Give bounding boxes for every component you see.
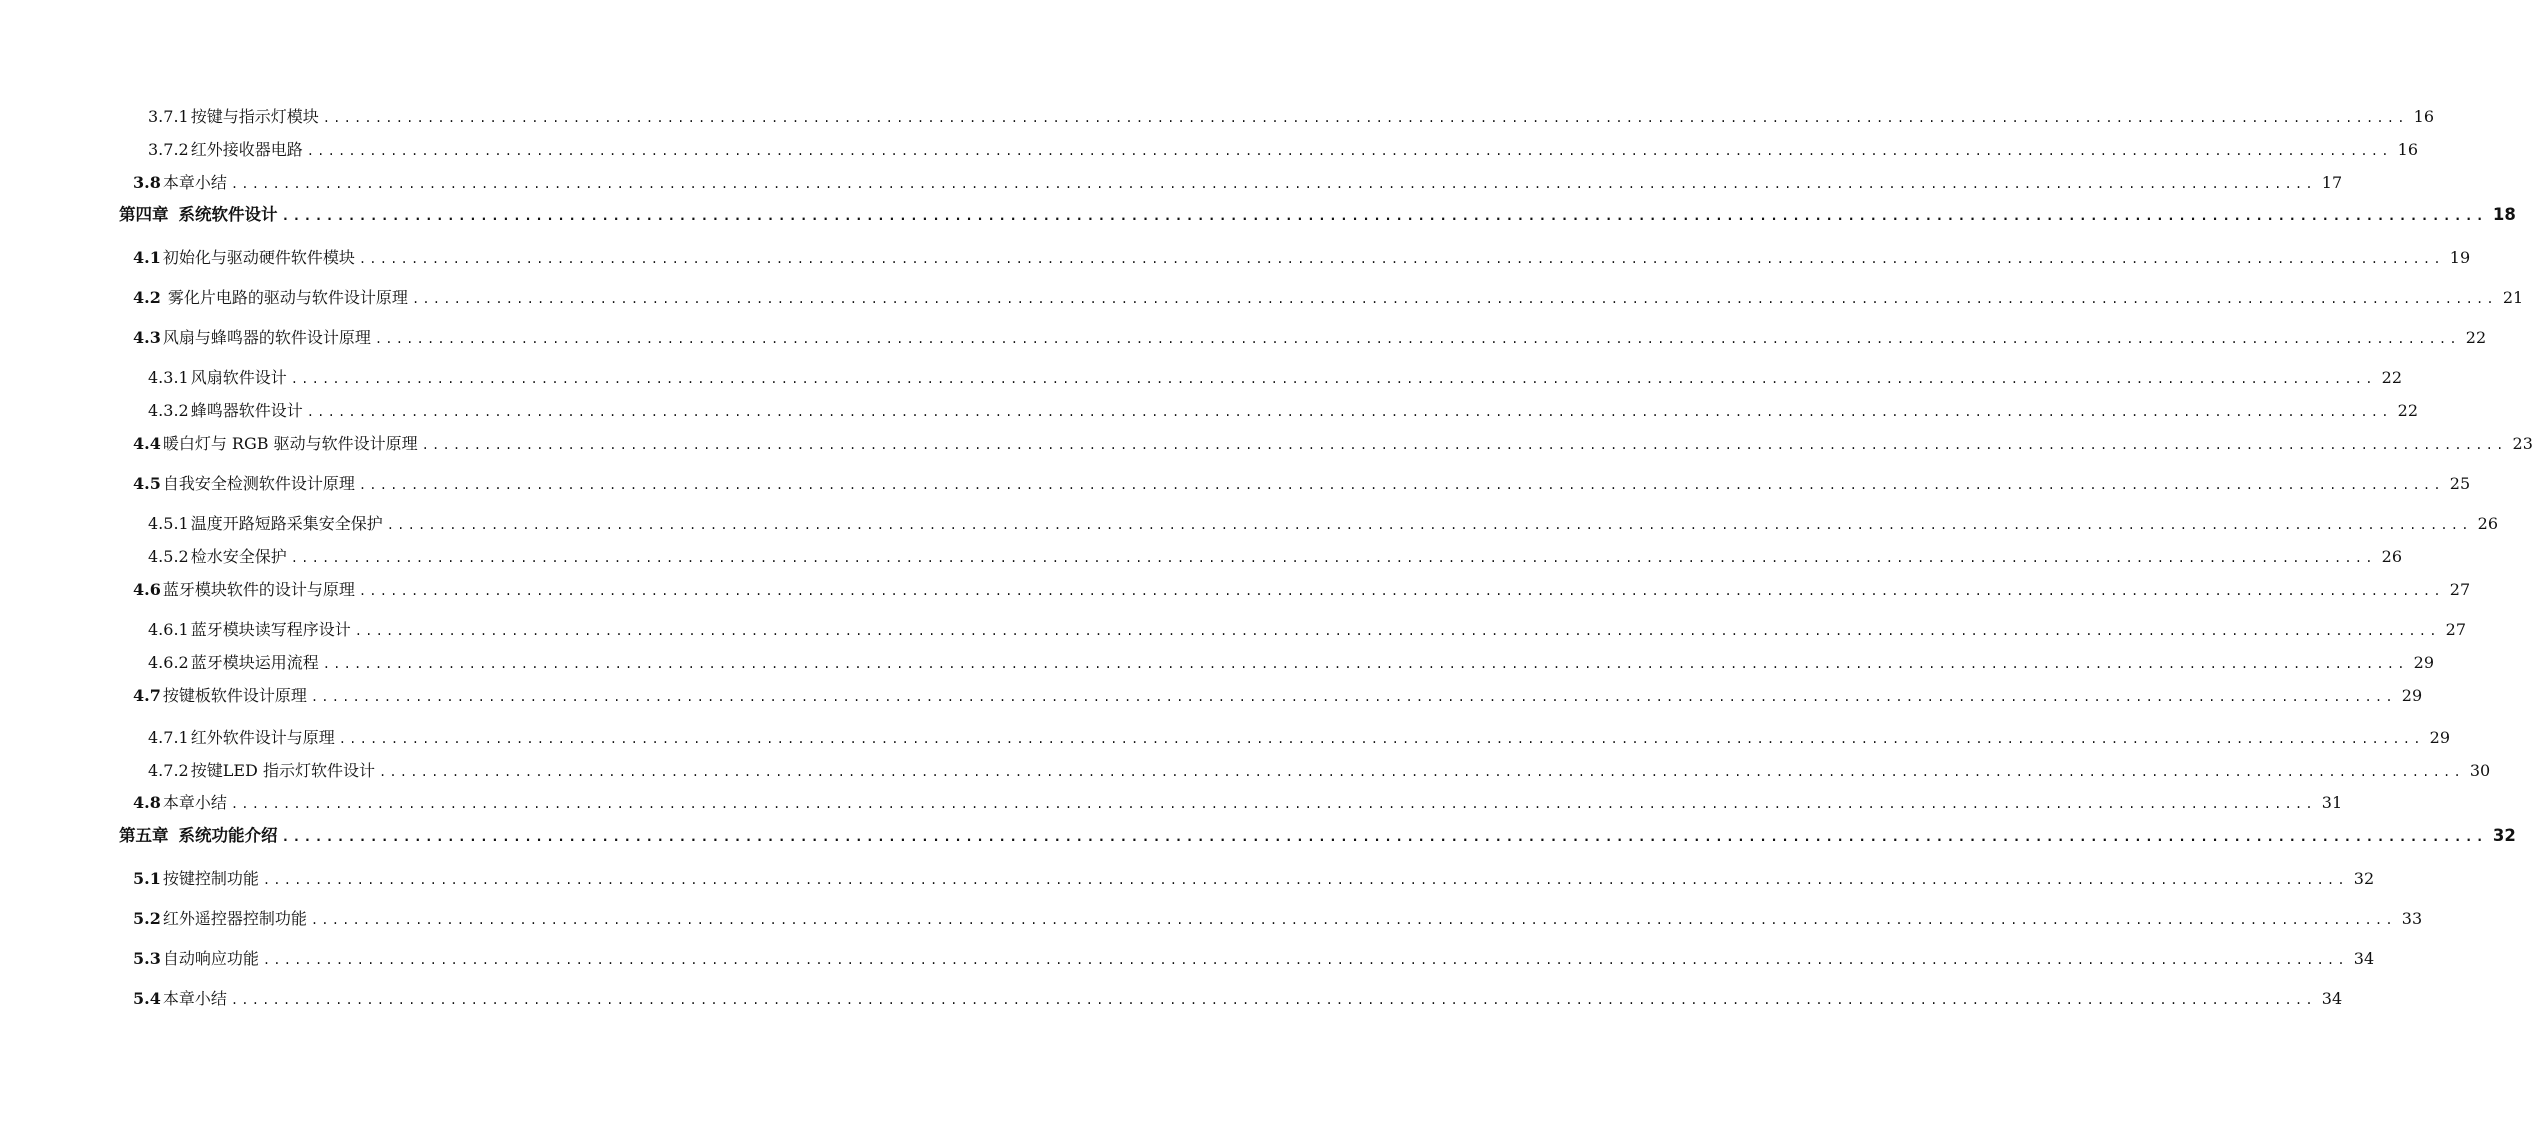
- toc-entry-number: 4.8: [133, 793, 161, 812]
- toc-dot-leader: ........................................................................................................................................................................................................: [262, 873, 2348, 887]
- toc-entry-title: 系统软件设计: [178, 205, 278, 224]
- toc-dot-leader: ........................................................................................................................................................................................................: [358, 584, 2444, 598]
- toc-entry-4-5[interactable]: [133, 473, 2471, 495]
- toc-entry-title: 暖白灯与 RGB 驱动与软件设计原理: [162, 434, 418, 453]
- toc-entry-5-3[interactable]: [133, 948, 2375, 970]
- toc-entry-title: 雾化片电路的驱动与软件设计原理: [162, 288, 408, 307]
- toc-entry-title: 本章小结: [162, 173, 227, 192]
- toc-entry-4-6[interactable]: [133, 579, 2471, 601]
- toc-entry-4-3-1[interactable]: [148, 367, 2403, 389]
- toc-entry-5-4[interactable]: [133, 988, 2343, 1010]
- toc-entry-title: 红外软件设计与原理: [190, 728, 335, 747]
- toc-dot-leader: ........................................................................................................................................................................................................: [281, 830, 2487, 845]
- toc-entry-page: 23: [2512, 434, 2533, 453]
- toc-dot-leader: ........................................................................................................................................................................................................: [310, 690, 2396, 704]
- toc-entry-page: 31: [2321, 793, 2343, 812]
- toc-entry-number: 4.3.1: [148, 368, 189, 387]
- toc-entry-title: 蓝牙模块运用流程: [190, 653, 319, 672]
- toc-dot-leader: ........................................................................................................................................................................................................: [306, 144, 2392, 158]
- toc-entry-title: 红外遥控器控制功能: [162, 909, 307, 928]
- toc-entry-title: 检水安全保护: [190, 547, 287, 566]
- toc-entry-number: 5.2: [133, 909, 161, 928]
- toc-entry-number: 4.6: [133, 580, 161, 599]
- toc-entry-page: 29: [2401, 686, 2423, 705]
- toc-entry-3-7-1[interactable]: [148, 106, 2435, 128]
- toc-entry-4-6-2[interactable]: [148, 652, 2435, 674]
- toc-entry-page: 27: [2445, 620, 2467, 639]
- toc-dot-leader: ........................................................................................................................................................................................................: [421, 438, 2507, 452]
- toc-entry-4-6-1[interactable]: [148, 619, 2467, 641]
- toc-entry-number: 第五章: [119, 826, 169, 845]
- toc-dot-leader: ........................................................................................................................................................................................................: [230, 993, 2316, 1007]
- toc-entry-number: 3.7.1: [148, 107, 189, 126]
- toc-entry-page: 22: [2397, 401, 2419, 420]
- toc-entry-page: 21: [2502, 288, 2524, 307]
- toc-dot-leader: ........................................................................................................................................................................................................: [322, 111, 2408, 125]
- toc-entry-title: 本章小结: [162, 793, 227, 812]
- toc-entry-4-8[interactable]: [133, 792, 2343, 814]
- toc-entry-number: 4.6.2: [148, 653, 189, 672]
- toc-entry-title: 温度开路短路采集安全保护: [190, 514, 383, 533]
- toc-entry-title: 按键LED 指示灯软件设计: [190, 761, 375, 780]
- toc-entry-page: 18: [2492, 205, 2516, 224]
- toc-entry-page: 33: [2401, 909, 2423, 928]
- toc-entry-number: 3.7.2: [148, 140, 189, 159]
- toc-dot-leader: ........................................................................................................................................................................................................: [358, 252, 2444, 266]
- toc-entry-title: 初始化与驱动硬件软件模块: [162, 248, 355, 267]
- toc-entry-number: 5.1: [133, 869, 161, 888]
- toc-entry-page: 30: [2469, 761, 2491, 780]
- toc-entry-number: 4.7.1: [148, 728, 189, 747]
- toc-entry-title: 按键与指示灯模块: [190, 107, 319, 126]
- toc-entry-4-5-1[interactable]: [148, 513, 2499, 535]
- toc-entry-number: 4.3.2: [148, 401, 189, 420]
- toc-dot-leader: ........................................................................................................................................................................................................: [354, 624, 2440, 638]
- toc-entry-5-2[interactable]: [133, 908, 2423, 930]
- toc-entry-4-7-2[interactable]: [148, 760, 2491, 782]
- toc-entry-number: 4.1: [133, 248, 161, 267]
- toc-dot-leader: ........................................................................................................................................................................................................: [374, 332, 2460, 346]
- toc-dot-leader: ........................................................................................................................................................................................................: [262, 953, 2348, 967]
- toc-entry-number: 3.8: [133, 173, 161, 192]
- toc-entry-4-3[interactable]: [133, 327, 2487, 349]
- toc-entry-title: 按键板软件设计原理: [162, 686, 307, 705]
- toc-entry-page: 32: [2353, 869, 2375, 888]
- toc-dot-leader: ........................................................................................................................................................................................................: [378, 765, 2464, 779]
- toc-entry-page: 29: [2413, 653, 2435, 672]
- toc-entry-title: 蓝牙模块软件的设计与原理: [162, 580, 355, 599]
- toc-entry-number: 5.3: [133, 949, 161, 968]
- toc-entry-page: 22: [2465, 328, 2487, 347]
- toc-entry-page: 32: [2492, 826, 2516, 845]
- toc-entry-4-5-2[interactable]: [148, 546, 2403, 568]
- toc-entry-3-8[interactable]: [133, 172, 2343, 194]
- toc-dot-leader: ........................................................................................................................................................................................................: [230, 177, 2316, 191]
- toc-entry-5-1[interactable]: [133, 868, 2375, 890]
- toc-entry-page: 25: [2449, 474, 2471, 493]
- toc-entry-title: 本章小结: [162, 989, 227, 1008]
- toc-dot-leader: ........................................................................................................................................................................................................: [281, 209, 2487, 224]
- toc-entry-number: 4.5.1: [148, 514, 189, 533]
- toc-entry-title: 红外接收器电路: [190, 140, 303, 159]
- toc-entry-page: 26: [2477, 514, 2499, 533]
- toc-entry-title: 自动响应功能: [162, 949, 259, 968]
- toc-dot-leader: ........................................................................................................................................................................................................: [290, 372, 2376, 386]
- toc-entry-4-1[interactable]: [133, 247, 2471, 269]
- toc-entry-4-2[interactable]: [133, 287, 2524, 309]
- toc-entry-page: 29: [2429, 728, 2451, 747]
- toc-dot-leader: ........................................................................................................................................................................................................: [358, 478, 2444, 492]
- toc-entry-number: 4.7.2: [148, 761, 189, 780]
- toc-entry-number: 4.5: [133, 474, 161, 493]
- toc-entry-number: 4.6.1: [148, 620, 189, 639]
- toc-dot-leader: ........................................................................................................................................................................................................: [230, 797, 2316, 811]
- toc-entry-number: 第四章: [119, 205, 169, 224]
- toc-entry-title: 蓝牙模块读写程序设计: [190, 620, 351, 639]
- toc-entry-page: 34: [2321, 989, 2343, 1008]
- toc-entry-number: 4.7: [133, 686, 161, 705]
- toc-entry-4-7-1[interactable]: [148, 727, 2451, 749]
- toc-entry-number: 5.4: [133, 989, 161, 1008]
- toc-entry-page: 34: [2353, 949, 2375, 968]
- toc-entry-number: 4.4: [133, 434, 161, 453]
- toc-dot-leader: ........................................................................................................................................................................................................: [386, 518, 2472, 532]
- toc-entry-number: 4.3: [133, 328, 161, 347]
- toc-entry-page: 19: [2449, 248, 2471, 267]
- toc-entry-title: 风扇软件设计: [190, 368, 287, 387]
- toc-entry-number: 4.5.2: [148, 547, 189, 566]
- toc-entry-page: 16: [2397, 140, 2419, 159]
- toc-entry-title: 蜂鸣器软件设计: [190, 401, 303, 420]
- toc-entry-number: 4.2: [133, 288, 161, 307]
- toc-entry-title: 自我安全检测软件设计原理: [162, 474, 355, 493]
- toc-entry-4-4[interactable]: [133, 433, 2533, 455]
- toc-entry-title: 风扇与蜂鸣器的软件设计原理: [162, 328, 371, 347]
- toc-entry-3-7-2[interactable]: [148, 139, 2419, 161]
- toc-entry-4-3-2[interactable]: [148, 400, 2419, 422]
- toc-dot-leader: ........................................................................................................................................................................................................: [306, 405, 2392, 419]
- toc-entry-page: 27: [2449, 580, 2471, 599]
- toc-entry-page: 26: [2381, 547, 2403, 566]
- toc-entry-title: 系统功能介绍: [178, 826, 278, 845]
- toc-entry-4-7[interactable]: [133, 685, 2423, 707]
- toc-dot-leader: ........................................................................................................................................................................................................: [290, 551, 2376, 565]
- toc-dot-leader: ........................................................................................................................................................................................................: [338, 732, 2424, 746]
- toc-entry-page: 17: [2321, 173, 2343, 192]
- toc-entry-page: 16: [2413, 107, 2435, 126]
- toc-dot-leader: ........................................................................................................................................................................................................: [411, 292, 2497, 306]
- toc-entry-chapter-4[interactable]: [119, 204, 2516, 226]
- toc-entry-title: 按键控制功能: [162, 869, 259, 888]
- toc-dot-leader: ........................................................................................................................................................................................................: [322, 657, 2408, 671]
- toc-dot-leader: ........................................................................................................................................................................................................: [310, 913, 2396, 927]
- toc-entry-chapter-5[interactable]: [119, 825, 2516, 847]
- toc-entry-page: 22: [2381, 368, 2403, 387]
